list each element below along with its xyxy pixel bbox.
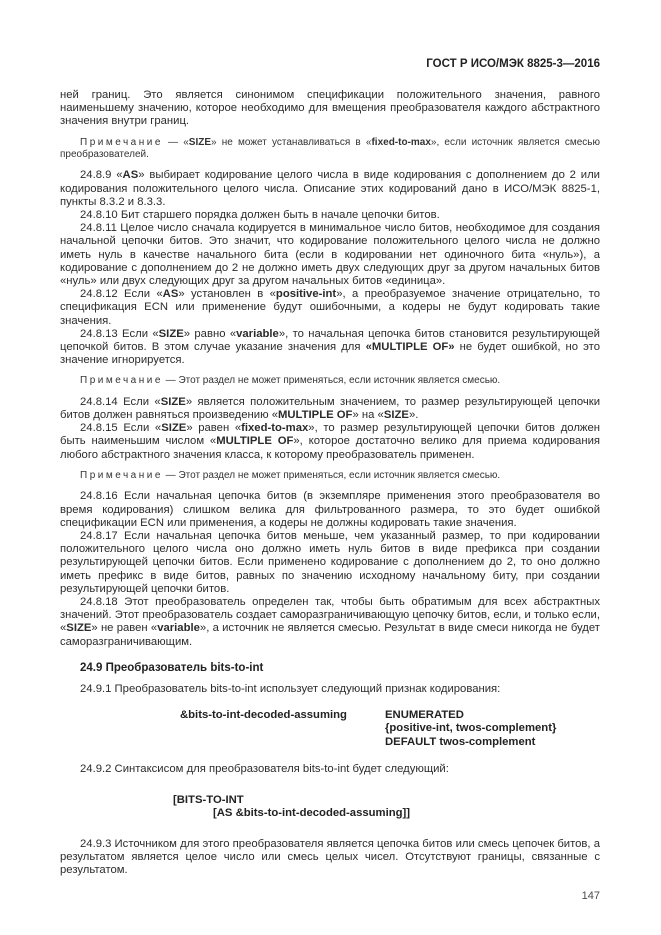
text-run: 24.8.18 Этот преобразователь определен так, чтобы быть обратимым для всех абстрактных значений. Этот преобразователь создает саморазграничивающую цепочку битов, если, и только если, «	[60, 595, 600, 635]
text-run: », то размер результирующей цепочки битов должен быть наименьшим числом «	[60, 422, 600, 448]
text-run: 24.8.17 Если начальная цепочка битов меньше, чем указанный размер, то при кодировании положительного целого числа оно должно иметь нуль битов в виде префикса при создании результирующей цепочки битов. Если применено кодирование с дополнением до 2, то оно должно иметь префикс в виде битов, равных по значению исходному начальному биту, при создании результирующей цепочки битов.	[60, 529, 600, 595]
paragraph-24-8-18	[60, 596, 600, 649]
text-run: Примечание	[80, 136, 163, 148]
text-run: fixed-to-max	[241, 422, 309, 435]
text-run: Примечание	[80, 375, 163, 387]
text-run: AS	[122, 169, 139, 182]
asn1-field-type-line: ENUMERATED	[385, 708, 464, 721]
text-run: positive-int	[275, 288, 337, 301]
text-run: — «	[162, 136, 189, 148]
text-run: «MULTIPLE OF»	[365, 341, 455, 354]
text-run: », а преобразуемое значение отрицательно, то спецификация ECN или применение будут ошибочными, а кодеры не будут кодировать такие значения.	[60, 288, 600, 327]
paragraph-24-9-1	[60, 683, 600, 696]
text-run: SIZE	[66, 622, 92, 635]
text-run: » не равен «	[91, 622, 158, 635]
text-run: SIZE	[161, 422, 187, 435]
text-run: fixed-to-max	[371, 136, 431, 148]
asn1-field-type-line: DEFAULT twos-complement	[385, 735, 536, 748]
text-run: » равен «	[186, 422, 242, 435]
asn1-syntax-line: [BITS-TO-INT	[173, 793, 244, 806]
paragraph-24-8-14	[60, 396, 600, 422]
text-run: », если источник является смесью преобразователей.	[60, 136, 601, 161]
text-run: », а источник не является смесью. Результат в виде смеси никогда не будет саморазграничивающим.	[60, 622, 600, 648]
text-run: variable	[157, 622, 200, 635]
paragraph-24-9-3	[60, 838, 600, 878]
text-run: не будет ошибкой, но это значение игнорируется.	[60, 341, 600, 367]
text-run: » установлен в «	[178, 288, 276, 301]
text-run: 24.8.10 Бит старшего порядка должен быть в начале цепочки битов.	[80, 209, 440, 222]
text-run: » на «	[352, 409, 384, 422]
text-run: Примечание	[80, 469, 163, 481]
paragraph-24-8-12	[60, 288, 600, 328]
text-run: MULTIPLE OF	[277, 409, 353, 422]
paragraph-24-8-16	[60, 490, 600, 530]
text-run: SIZE	[160, 395, 186, 408]
text-run: 24.8.14 Если «	[80, 395, 161, 408]
text-run: », которое достаточно велико для приема кодирования любого абстрактного значения класса, к которому преобразователь применен.	[60, 435, 601, 461]
text-run: SIZE	[158, 327, 184, 340]
section-heading-24-9: 24.9 Преобразователь bits-to-int	[80, 661, 264, 674]
asn1-syntax-block	[60, 794, 600, 821]
text-run: 24.8.15 Если «	[80, 422, 162, 435]
text-run: 24.9.2 Синтаксисом для преобразователя bits-to-int будет следующий:	[80, 763, 449, 776]
paragraph-24-8-17	[60, 530, 600, 596]
note-paragraph	[60, 470, 600, 482]
paragraph-intro-continuation	[60, 89, 600, 129]
note-paragraph	[60, 375, 600, 387]
note-paragraph	[60, 137, 600, 162]
paragraph-24-8-10	[60, 209, 600, 222]
text-run: variable	[236, 327, 279, 340]
text-run: » выбирает кодирование целого числа в виде кодирования с дополнением до 2 или кодирования положительного целого числа. Описание этих кодирований дано в ИСО/МЭК 8825-1, пункты 8.3.2 и 8.3.3.	[60, 169, 600, 208]
text-run: 24.8.13 Если «	[80, 327, 159, 340]
paragraph-24-8-11	[60, 222, 600, 288]
text-run: » равно «	[183, 327, 237, 340]
text-run: » является положительным значением, то размер результирующей цепочки битов должен равняться произведению «	[60, 395, 601, 422]
text-run: » не может устанавливаться в «	[211, 136, 372, 148]
asn1-syntax-line: [AS &bits-to-int-decoded-assuming]]	[213, 807, 411, 820]
text-run: 24.8.11 Целое число сначала кодируется в минимальное число битов, необходимое для создания начальной цепочки битов. Это значит, что кодирование положительного целого числа не должно иметь нуль в качестве начального бита (если в кодировании нет одиночного бита «нуль»), а кодирование с дополнением до 2 не должно иметь двух следующих друг за другом начальных битов «нуль» или двух следующих друг за другом начальных битов «единица».	[60, 222, 600, 288]
asn1-field-definition	[60, 709, 600, 750]
paragraph-24-8-13	[60, 328, 600, 368]
page-number: 147	[581, 890, 600, 903]
asn1-field-type	[385, 709, 556, 750]
text-run: — Этот раздел не может применяться, если источник является смесью.	[162, 375, 501, 387]
text-run: AS	[162, 288, 179, 301]
text-run: ней границ. Это является синонимом спецификации положительного значения, равного наименьшему значению, которое необходимо для вмещения преобразователя каждого абстрактного значения внутри границ.	[60, 89, 600, 128]
text-run: ».	[408, 409, 419, 422]
text-run: 24.9.3 Источником для этого преобразователя является цепочка битов или смесь цепочек битов, а результатом является целое число или смесь целых чисел. Отсутствуют границы, связанные с результатом.	[60, 837, 600, 877]
paragraph-24-8-15	[60, 422, 600, 462]
text-run: 24.8.9 «	[80, 169, 123, 182]
paragraph-24-8-9	[60, 169, 600, 209]
asn1-field-name: &bits-to-int-decoded-assuming	[180, 708, 347, 721]
paragraph-24-9-2	[60, 763, 600, 776]
text-run: 24.8.12 Если «	[80, 288, 163, 301]
asn1-field-type-line: {positive-int, twos-complement}	[385, 722, 557, 735]
text-run: MULTIPLE OF	[216, 435, 294, 448]
page-header-standard-number: ГОСТ Р ИСО/МЭК 8825-3—2016	[426, 58, 600, 70]
text-run: », то начальная цепочка битов становится результирующей цепочкой битов. В этом случае указание значения для	[60, 327, 600, 354]
text-run: 24.8.16 Если начальная цепочка битов (в экземпляре применения этого преобразователя во время кодирования) слишком велика для фильтрованного размера, то это будет ошибкой спецификации ECN или применения, а кодеры не должны кодировать такие значения.	[60, 490, 600, 529]
text-run: SIZE	[188, 136, 212, 148]
text-run: — Этот раздел не может применяться, если источник является смесью.	[162, 469, 501, 481]
text-run: SIZE	[383, 409, 409, 422]
text-run: 24.9.1 Преобразователь bits-to-int использует следующий признак кодирования:	[80, 682, 501, 695]
